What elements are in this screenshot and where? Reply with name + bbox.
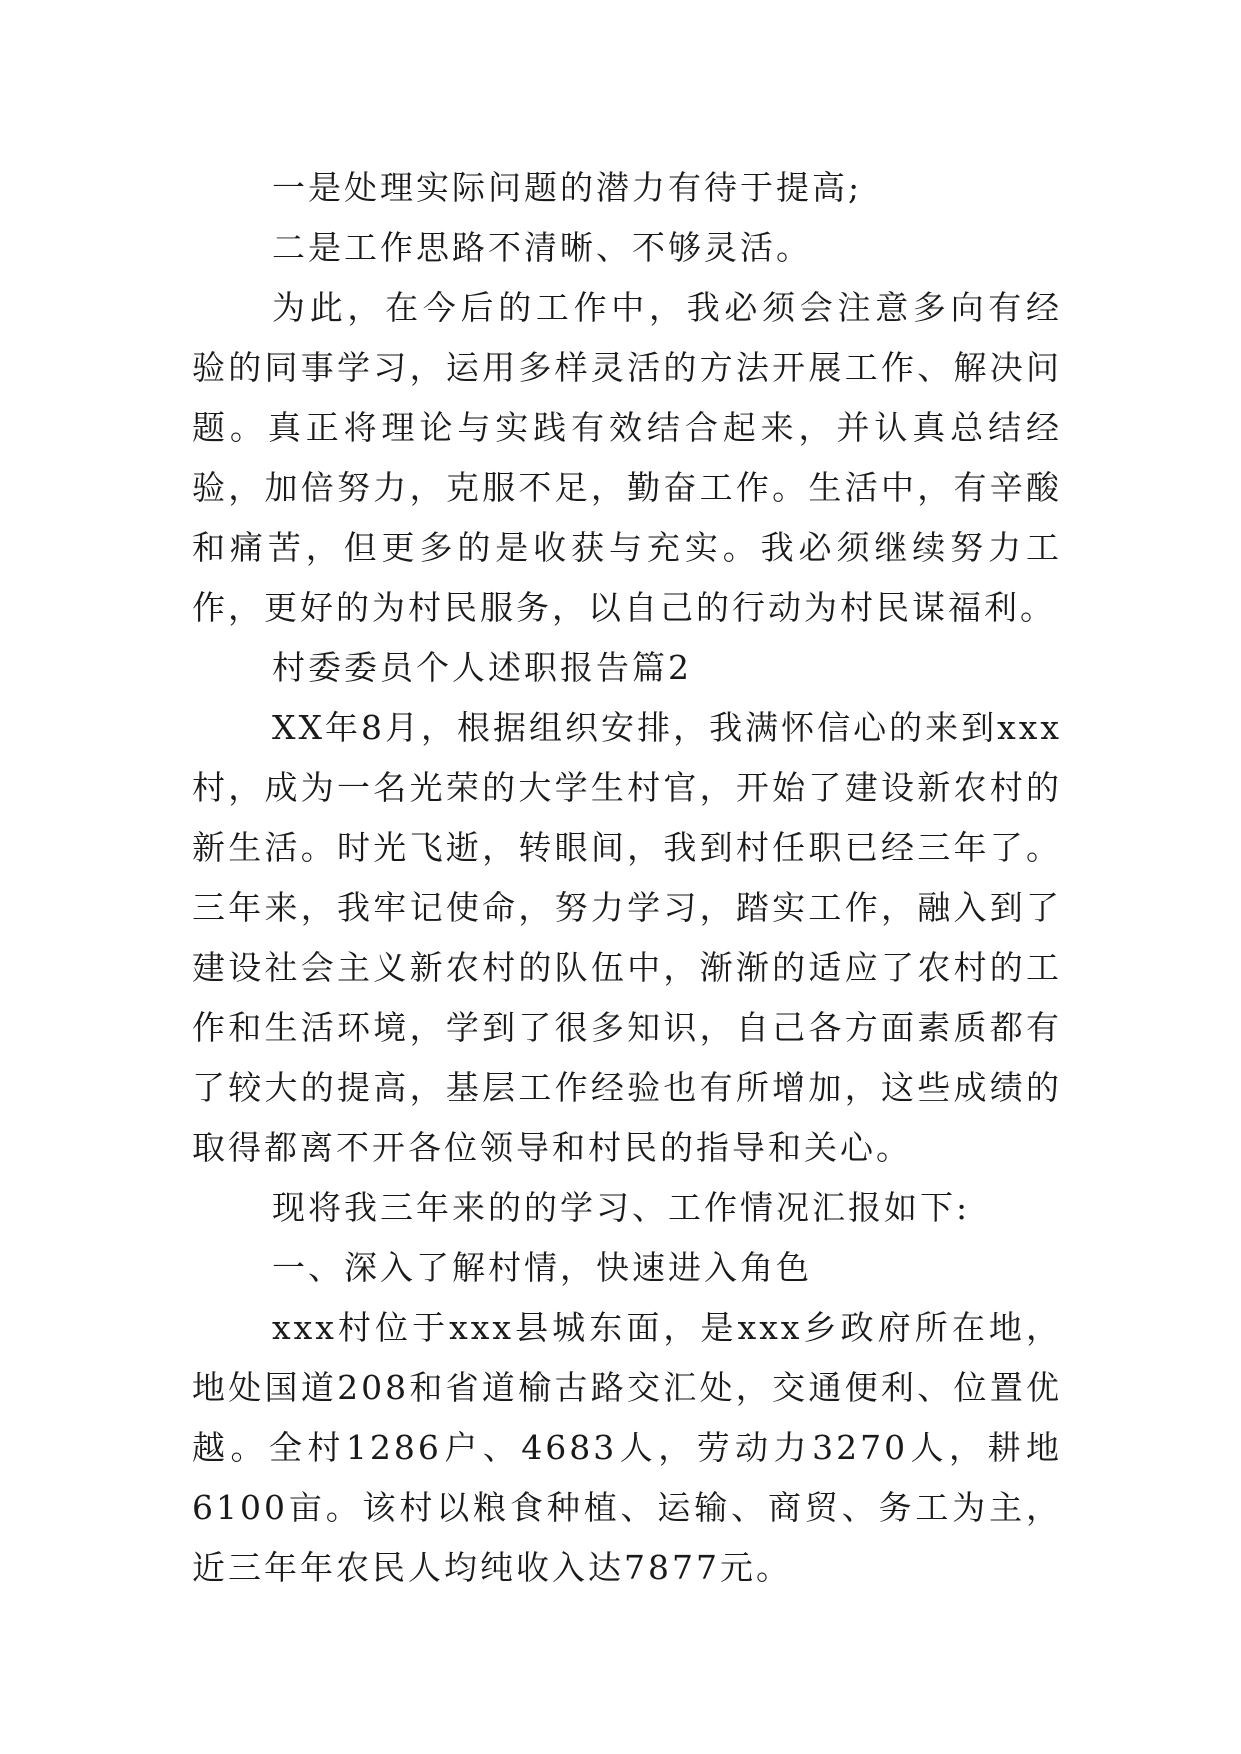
- paragraph-improvement-point-2: 二是工作思路不清晰、不够灵活。: [272, 228, 812, 267]
- document-body: [192, 158, 1062, 1598]
- paragraph-future-plan: 为此，在今后的工作中，我必须会注意多向有经验的同事学习，运用多样灵活的方法开展工作、解决问题。真正将理论与实践有效结合起来，并认真总结经验，加倍努力，克服不足，勤奋工作。生活中，有辛酸和痛苦，但更多的是收获与充实。我必须继续努力工作，更好的为村民服务，以自己的行动为村民谋福利。: [192, 288, 1062, 627]
- paragraph-report-lead: 现将我三年来的的学习、工作情况汇报如下:: [272, 1188, 971, 1227]
- paragraph-introduction: XX年8月，根据组织安排，我满怀信心的来到xxx村，成为一名光荣的大学生村官，开始了建设新农村的新生活。时光飞逝，转眼间，我到村任职已经三年了。三年来，我牢记使命，努力学习，踏实工作，融入到了建设社会主义新农村的队伍中，渐渐的适应了农村的工作和生活环境，学到了很多知识，自己各方面素质都有了较大的提高，基层工作经验也有所增加，这些成绩的取得都离不开各位领导和村民的指导和关心。: [192, 708, 1062, 1167]
- subsection-heading: 一、深入了解村情，快速进入角色: [272, 1248, 812, 1287]
- paragraph-village-overview: xxx村位于xxx县城东面，是xxx乡政府所在地，地处国道208和省道榆古路交汇处，交通便利、位置优越。全村1286户、4683人，劳动力3270人，耕地6100亩。该村以粮食种植、运输、商贸、务工为主，近三年年农民人均纯收入达7877元。: [192, 1308, 1062, 1587]
- paragraph-improvement-point-1: 一是处理实际问题的潜力有待于提高;: [272, 168, 863, 207]
- section-heading: 村委委员个人述职报告篇2: [272, 648, 692, 687]
